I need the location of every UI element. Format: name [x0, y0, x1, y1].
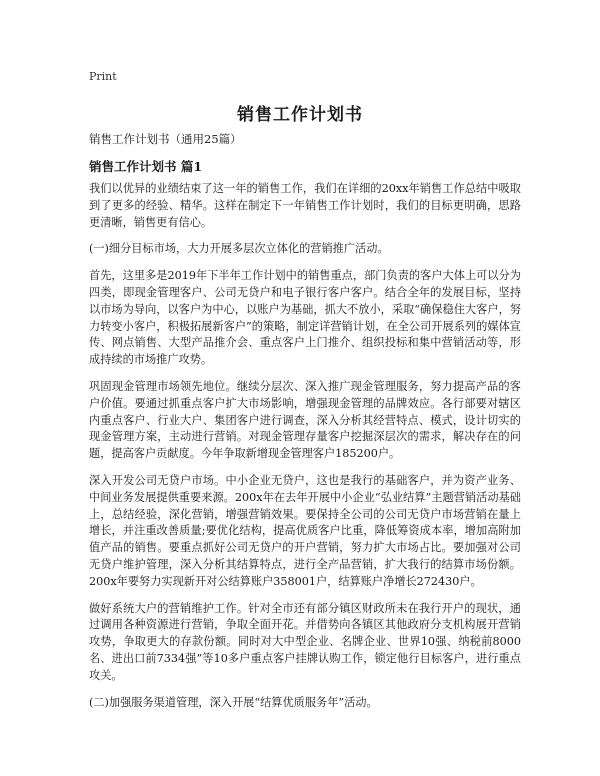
paragraph-key-accounts: 做好系统大户的营销维护工作。针对全市还有部分镇区财政所未在我行开户的现状，通过调用各种资源进行营销，争取全面开花。并借势向各镇区其他政府分支机构展开营销攻势，争取更大的存款份额。同时对大中型企业、名牌企业、世界10强、纳税前8000名、进出口前7334强”等10多户重点客户挂牌认购工作，锁定他行目标客户，进行重点攻关。 — [89, 601, 521, 682]
document-subtitle: 销售工作计划书（通用25篇） — [89, 132, 242, 146]
paragraph-intro: 我们以优异的业绩结束了这一年的销售工作，我们在详细的20xx年销售工作总结中吸取到了更多的经验、精华。这样在制定下一年销售工作计划时，我们的目标更明确，思路更清晰，销售更有信心。 — [89, 182, 521, 229]
document-body — [89, 181, 521, 721]
section-heading: 销售工作计划书 篇1 — [89, 159, 203, 174]
paragraph-heading-2: (二)加强服务渠道管理，深入开展“结算优质服务年”活动。 — [89, 695, 378, 709]
print-label[interactable]: Print — [89, 70, 117, 83]
document-title: 销售工作计划书 — [237, 105, 363, 125]
paragraph-first: 首先，这里多是2019年下半年工作计划中的销售重点，部门负责的客户大体上可以分为四类，即现金管理客户、公司无贷户和电子银行客户客户。结合全年的发展目标，坚持以市场为导向，以客户为中心，以账户为基础，抓大不放小，采取“确保稳住大客户，努力转变小客户，积极拓展新客户”的策略，制定详营销计划，在全公司开展系列的媒体宣传、网点销售、大型产品推介会、重点客户上门推介、组织投标和集中营销活动等，形成持续的市场推广攻势。 — [89, 269, 521, 367]
paragraph-cash-management: 巩固现金管理市场领先地位。继续分层次、深入推广现金管理服务，努力提高产品的客户价值。要通过抓重点客户扩大市场影响，增强现金管理的品牌效应。各行部要对辖区内重点客户、行业大户、集团客户进行调查，深入分析其经营特点、模式，设计切实的现金管理方案，主动进行营销。对现金管理存量客户挖掘深层次的需求，解决存在的问题，提高客户贡献度。今年争取新增现金管理客户185200户。 — [89, 379, 521, 461]
paragraph-heading-1: (一)细分目标市场，大力开展多层次立体化的营销推广活动。 — [89, 242, 389, 256]
paragraph-no-loan-clients: 深入开发公司无贷户市场。中小企业无贷户，这也是我行的基础客户，并为资产业务、中间业务发展提供重要来源。200x年在去年开展中小企业“弘业结算”主题营销活动基础上，总结经验，深化营销，增强营销效果。要保持全公司的公司无贷户市场营销在量上增长，并注重改善质量;要优化结构，提高优质客户比重，降低筹资成本率，增加高附加值产品的销售。要重点抓好公司无贷户的开户营销，努力扩大市场占比。要加强对公司无贷户维护管理，深入分析其结算特点，进行全产品营销，扩大我行的结算市场份额。200x年要努力实现新开对公结算账户358001户，结算账户净增长272430户。 — [89, 473, 521, 588]
